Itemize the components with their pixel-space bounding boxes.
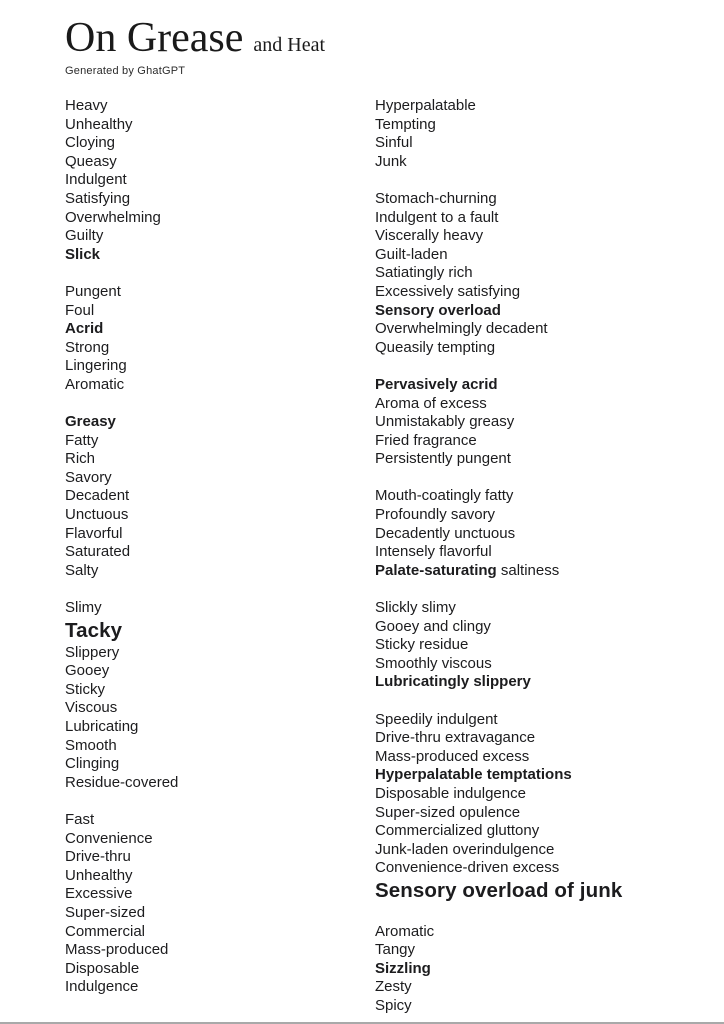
list-item: Heavy: [65, 97, 108, 114]
list-item: Fried fragrance: [375, 431, 477, 449]
list-item: Aromatic: [65, 375, 125, 393]
list-item: Tangy: [375, 941, 416, 959]
list-item: Satiatingly rich: [375, 264, 473, 282]
list-item: Spicy: [375, 996, 412, 1014]
column-right: [375, 97, 710, 1024]
list-item: Sinful: [375, 134, 413, 152]
list-item: Aromatic: [375, 922, 435, 940]
list-item: Intensely flavorful: [375, 543, 492, 561]
list-item: Overwhelming: [65, 208, 161, 226]
word-group: [375, 97, 710, 171]
list-item: Viscerally heavy: [375, 227, 484, 245]
list-item: Tacky: [65, 618, 123, 642]
word-group: [65, 811, 365, 997]
list-item: Junk-laden overindulgence: [375, 840, 555, 858]
list-item: Unhealthy: [65, 866, 133, 884]
list-item: Fatty: [65, 431, 99, 449]
list-item: Slippery: [65, 643, 120, 661]
list-item: Residue-covered: [65, 773, 179, 791]
list-item: Cloying: [65, 134, 116, 152]
title-line: [65, 14, 325, 62]
byline: Generated by GhatGPT: [65, 65, 186, 78]
list-item: Drive-thru: [65, 848, 131, 866]
list-item: Guilt-laden: [375, 245, 448, 263]
list-item: Decadently unctuous: [375, 524, 516, 542]
list-item: Flavorful: [65, 524, 123, 542]
word-group: [375, 376, 710, 469]
column-left: [65, 97, 365, 1016]
list-item: Mass-produced excess: [375, 747, 530, 765]
list-item: Indulgent: [65, 171, 127, 189]
list-item: Smooth: [65, 736, 117, 754]
list-item: Hyperpalatable temptations: [375, 766, 572, 784]
list-item: Pungent: [65, 282, 121, 300]
list-item: Commercialized gluttony: [375, 822, 540, 840]
list-item: Greasy: [65, 413, 116, 431]
word-group: [375, 599, 710, 692]
word-group: [375, 487, 710, 580]
list-item: Convenience-driven excess: [375, 859, 560, 877]
page-subtitle: and Heat: [253, 34, 326, 56]
list-item: Satisfying: [65, 189, 131, 207]
list-item: Slick: [65, 245, 101, 263]
list-item: Clinging: [65, 755, 120, 773]
list-item: Persistently pungent: [375, 450, 511, 468]
list-item: Super-sized: [65, 903, 146, 921]
list-item: Junk: [375, 152, 407, 170]
list-item: Fast: [65, 810, 95, 828]
list-item: Lingering: [65, 357, 127, 375]
list-item: Lubricatingly slippery: [375, 673, 531, 691]
list-item: Indulgence: [65, 978, 139, 996]
list-item: Tempting: [375, 115, 436, 133]
list-item: Hyperpalatable: [375, 97, 476, 114]
list-item: Unhealthy: [65, 115, 133, 133]
word-group: [65, 283, 365, 395]
list-item: Strong: [65, 338, 110, 356]
list-item: [375, 562, 710, 581]
list-item: Commercial: [65, 922, 146, 940]
list-item: Super-sized opulence: [375, 803, 521, 821]
list-item: Excessively satisfying: [375, 282, 521, 300]
list-item: Smoothly viscous: [375, 654, 492, 672]
list-item: Viscous: [65, 699, 118, 717]
list-item: Disposable indulgence: [375, 784, 526, 802]
list-item: Sensory overload of junk: [375, 878, 623, 902]
word-group: [375, 190, 710, 357]
list-item: Stomach-churning: [375, 189, 497, 207]
list-item: Overwhelmingly decadent: [375, 320, 548, 338]
list-item: Slimy: [65, 599, 102, 617]
list-item: Guilty: [65, 227, 104, 245]
list-item: Mass-produced: [65, 941, 169, 959]
document-header: [65, 14, 325, 77]
word-group: [375, 711, 710, 904]
list-item: Slickly slimy: [375, 599, 456, 617]
list-item: Profoundly savory: [375, 506, 496, 524]
list-item: Lubricating: [65, 718, 139, 735]
list-item: Salty: [65, 561, 99, 579]
list-item: Indulgent to a fault: [375, 208, 499, 226]
word-group: [65, 97, 365, 264]
list-item: Unctuous: [65, 506, 129, 524]
list-item: Sticky residue: [375, 636, 469, 654]
list-item: Acrid: [65, 320, 104, 338]
list-item: Decadent: [65, 487, 130, 505]
list-item: Saturated: [65, 543, 131, 561]
list-item: Zesty: [375, 978, 412, 996]
list-item: Sizzling: [375, 959, 431, 977]
list-item: Savory: [65, 468, 112, 486]
list-item: Speedily indulgent: [375, 710, 498, 728]
list-item: Gooey: [65, 662, 110, 680]
list-item: Foul: [65, 301, 95, 319]
list-item: Unmistakably greasy: [375, 413, 515, 431]
list-item: Convenience: [65, 829, 153, 847]
list-item: Queasily tempting: [375, 338, 496, 356]
word-group: [65, 599, 365, 792]
list-item: Drive-thru extravagance: [375, 729, 536, 747]
list-item: Rich: [65, 450, 96, 468]
list-item: Mouth-coatingly fatty: [375, 487, 514, 505]
list-item-part: Palate-saturating: [375, 561, 497, 579]
list-item: Sticky: [65, 680, 106, 698]
page-title: On Grease: [65, 15, 244, 61]
list-item: Disposable: [65, 959, 140, 977]
list-item: Excessive: [65, 885, 133, 903]
list-item: Queasy: [65, 152, 117, 170]
list-item: Gooey and clingy: [375, 617, 491, 635]
word-group: [65, 413, 365, 580]
word-group: [375, 923, 710, 1016]
list-item: Pervasively acrid: [375, 375, 498, 393]
list-item: Sensory overload: [375, 301, 501, 319]
list-item-part: saltiness: [496, 561, 560, 579]
list-item: Aroma of excess: [375, 394, 487, 412]
